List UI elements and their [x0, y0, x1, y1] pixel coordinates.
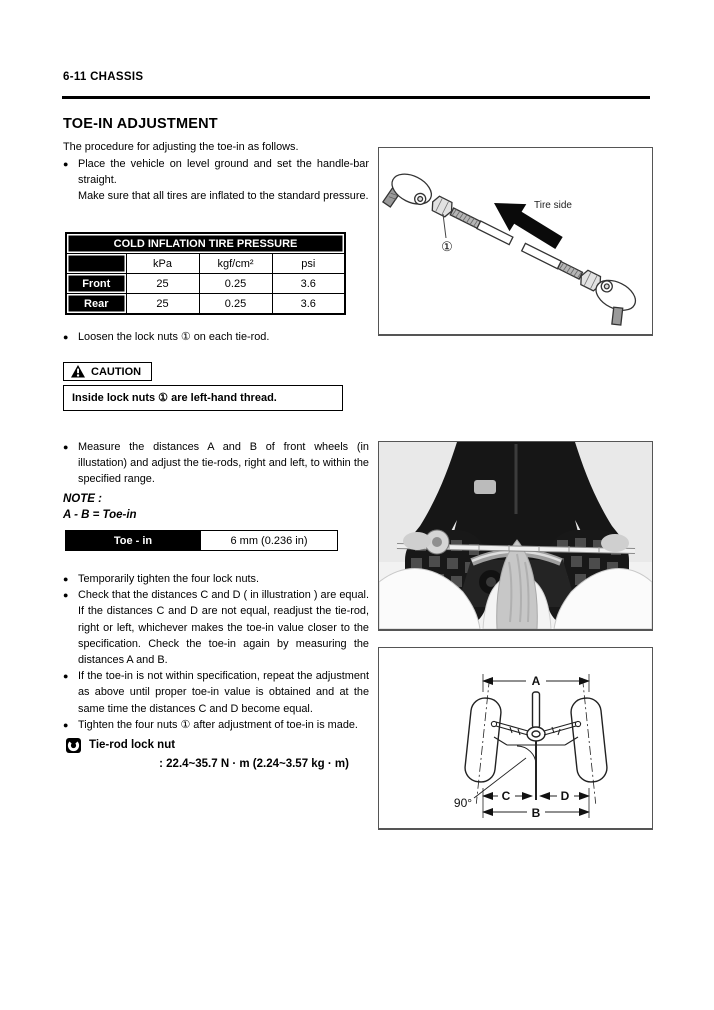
- intro-text: The procedure for adjusting the toe-in as follows.: [63, 141, 299, 153]
- bullet-icon: ●: [63, 671, 69, 682]
- angle-label: 90°: [453, 796, 473, 810]
- row-label-front: Front: [66, 274, 126, 294]
- page-header: 6-11 CHASSIS: [63, 71, 144, 83]
- col-psi: psi: [272, 254, 345, 274]
- toein-spec-table: [65, 530, 338, 551]
- caution-badge: [63, 362, 152, 381]
- rear-kpa: 25: [126, 294, 199, 315]
- measuring-photo-figure: [378, 441, 653, 631]
- bullet-icon: ●: [63, 159, 69, 169]
- section-title: TOE-IN ADJUSTMENT: [63, 116, 218, 132]
- toein-spec-value: 6 mm (0.236 in): [201, 531, 338, 551]
- step-tighten-final: ● Tighten the four nuts ① after adjustment of toe-in is made.: [63, 717, 369, 733]
- toein-diagram-figure: [378, 647, 653, 830]
- table-row-front: [66, 274, 345, 294]
- step-check-cd: ● Check that the distances C and D ( in illustration ) are equal. If the distances C and D are not equal, readjust the tie-rod, right or left, whichever makes the toe-in value closer to the specification. Check the toe-in again by measuring the distances A and B.: [63, 587, 369, 668]
- bullet-icon: ●: [63, 332, 69, 342]
- torque-item-label: Tie-rod lock nut: [89, 739, 176, 752]
- right-hand: [601, 534, 629, 552]
- bullet-icon: ●: [63, 574, 69, 584]
- corner-cell: [66, 254, 126, 274]
- tie-rod-assembly: [379, 168, 642, 329]
- torque-wrench-icon: [66, 738, 81, 753]
- step-place-sub: Make sure that all tires are inflated to the standard pressure.: [78, 190, 369, 203]
- callout-1-label: ①: [441, 239, 453, 254]
- step-measure: ● Measure the distances A and B of front wheels (in illustation) and adjust the tie-rods, right and left, to within the specified range.: [63, 439, 369, 488]
- note-label: NOTE :: [63, 493, 102, 505]
- table-header-row: [66, 254, 345, 274]
- step-repeat: ● If the toe-in is not within specification, repeat the adjustment as above until proper toe-in value is obtained and at the same time the distances C and D become equal.: [63, 668, 369, 717]
- caution-label-text: CAUTION: [91, 365, 142, 378]
- header-rule: [62, 96, 650, 99]
- bullet-icon: ●: [63, 442, 69, 452]
- left-hand: [403, 532, 431, 550]
- table-title-row: [66, 233, 345, 254]
- row-label-rear: Rear: [66, 294, 126, 315]
- front-psi: 3.6: [272, 274, 345, 294]
- tire-pressure-table: [65, 232, 346, 315]
- rear-psi: 3.6: [272, 294, 345, 315]
- dim-b-label: B: [531, 806, 541, 820]
- bullet-icon: ●: [63, 719, 69, 730]
- dim-d-label: D: [560, 789, 570, 803]
- rear-kgf: 0.25: [199, 294, 272, 315]
- step-place-vehicle: [63, 156, 369, 205]
- tie-rod-figure: [378, 147, 653, 336]
- step-loosen-nuts: ● Loosen the lock nuts ① on each tie-rod.: [63, 329, 369, 345]
- torque-value: : 22.4~35.7 N · m (2.24~3.57 kg · m): [159, 758, 349, 771]
- diagram-right-tire: [568, 677, 611, 805]
- tire-side-label: Tire side: [534, 200, 572, 211]
- toein-spec-label: Toe - in: [66, 531, 201, 551]
- table-title: COLD INFLATION TIRE PRESSURE: [66, 233, 345, 254]
- col-kpa: kPa: [126, 254, 199, 274]
- diagram-left-tire: [461, 677, 504, 805]
- table-row-rear: [66, 294, 345, 315]
- col-kgf: kgf/cm²: [199, 254, 272, 274]
- dim-a-label: A: [531, 674, 541, 688]
- step-tighten-temp: ● Temporarily tighten the four lock nuts.: [63, 571, 369, 587]
- note-formula: A - B = Toe-in: [63, 509, 137, 521]
- front-kpa: 25: [126, 274, 199, 294]
- step-place-main: Place the vehicle on level ground and set the handle-bar straight.: [78, 158, 369, 187]
- warning-triangle-icon: [71, 365, 85, 378]
- torque-spec: [63, 737, 369, 772]
- dim-c-label: C: [501, 789, 511, 803]
- bullet-icon: ●: [63, 590, 69, 601]
- front-kgf: 0.25: [199, 274, 272, 294]
- bottom-steps: [63, 571, 369, 772]
- caution-text: Inside lock nuts ① are left-hand thread.: [63, 385, 343, 411]
